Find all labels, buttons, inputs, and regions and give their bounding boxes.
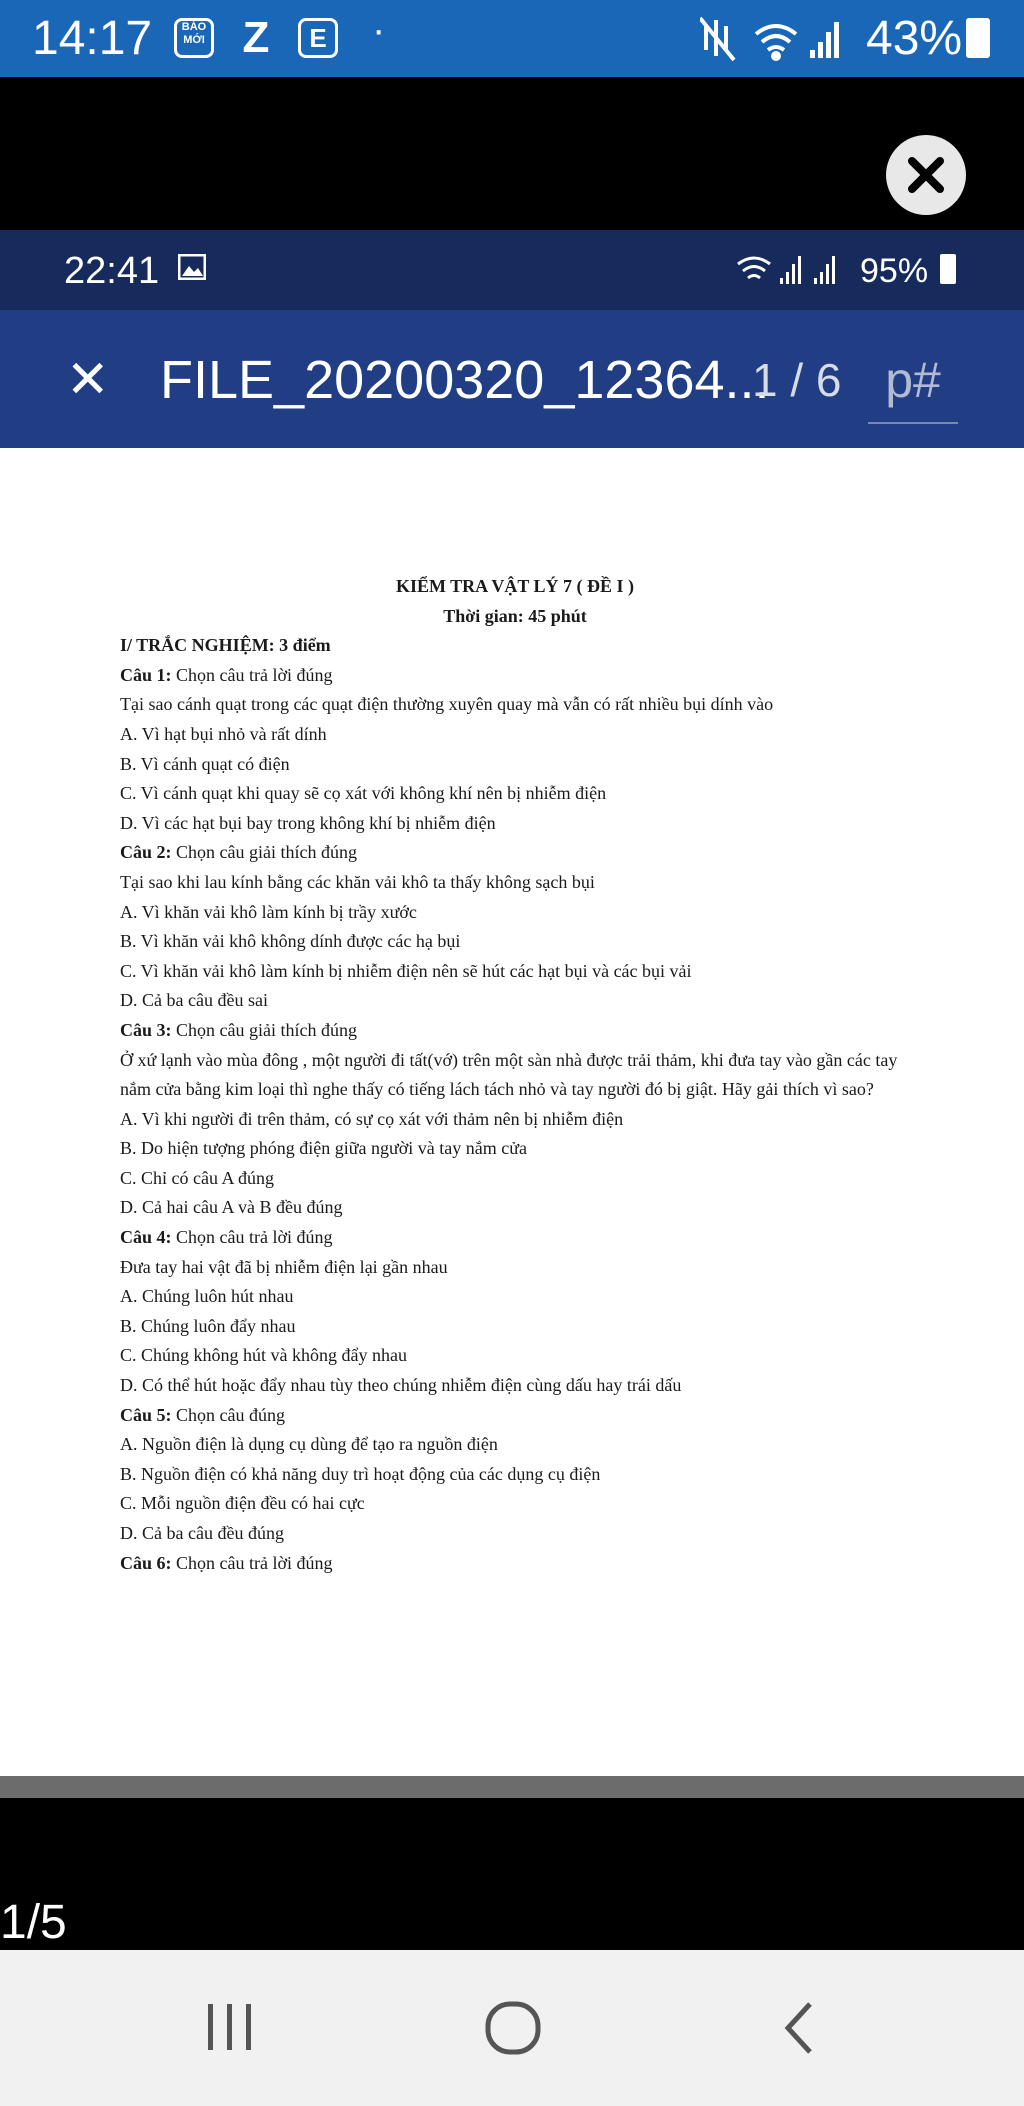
question-2-option-a: A. Vì khăn vải khô làm kính bị trầy xước bbox=[120, 901, 417, 922]
recent-apps-icon bbox=[208, 2004, 251, 2050]
inner-wifi-icon bbox=[738, 258, 770, 278]
question-2-text: Tại sao khi lau kính bằng các khăn vải khô ta thấy không sạch bụi bbox=[120, 871, 595, 892]
zalo-app-icon: Z bbox=[242, 13, 270, 62]
battery-icon bbox=[966, 18, 990, 58]
question-4-text: Đưa tay hai vật đã bị nhiễm điện lại gần nhau bbox=[120, 1256, 448, 1277]
question-1-option-a: A. Vì hạt bụi nhỏ và rất dính bbox=[120, 723, 327, 744]
question-1-text: Tại sao cánh quạt trong các quạt điện thường xuyên quay mà vẫn có rất nhiều bụi dính vào bbox=[120, 694, 774, 715]
navigation-bar bbox=[0, 1950, 1024, 2106]
back-button[interactable] bbox=[780, 2000, 820, 2056]
mute-vibrate-icon bbox=[700, 18, 734, 60]
document-page bbox=[0, 448, 1024, 1778]
image-icon bbox=[178, 254, 206, 280]
question-1-header: Câu 1: Chọn câu trả lời đúng bbox=[120, 664, 333, 685]
home-button[interactable] bbox=[484, 2000, 544, 2056]
question-2-option-d: D. Cả ba câu đều sai bbox=[120, 990, 268, 1011]
document-content bbox=[120, 572, 910, 1578]
inner-battery-icon bbox=[940, 254, 956, 284]
status-icons bbox=[700, 16, 860, 62]
e-app-icon: E bbox=[298, 18, 338, 58]
document-title: FILE_20200320_12364... bbox=[160, 350, 770, 410]
question-5-option-a: A. Nguồn điện là dụng cụ dùng để tạo ra nguồn điện bbox=[120, 1434, 498, 1455]
inner-signal-icons bbox=[736, 252, 856, 288]
question-3-option-c: C. Chỉ có câu A đúng bbox=[120, 1167, 274, 1188]
notification-dot-icon: · bbox=[372, 8, 386, 52]
question-2-header: Câu 2: Chọn câu giải thích đúng bbox=[120, 842, 357, 863]
battery-percent: 43% bbox=[866, 12, 963, 65]
question-1-option-d: D. Vì các hạt bụi bay trong không khí bị nhiễm điện bbox=[120, 812, 496, 833]
question-2-option-c: C. Vì khăn vải khô làm kính bị nhiễm điện nên sẽ hút các hạt bụi và các bụi vải bbox=[120, 960, 692, 981]
exam-title: KIỂM TRA VẬT LÝ 7 ( ĐỀ I ) bbox=[395, 576, 635, 596]
question-1-option-c: C. Vì cánh quạt khi quay sẽ cọ xát với không khí nên bị nhiễm điện bbox=[120, 783, 607, 804]
section-heading: I/ TRẮC NGHIỆM: 3 điểm bbox=[120, 635, 331, 656]
inner-status-bar bbox=[0, 230, 1024, 310]
question-4-header: Câu 4: Chọn câu trả lời đúng bbox=[120, 1227, 333, 1248]
page-jump-input[interactable]: p# bbox=[868, 350, 958, 424]
document-close-icon[interactable]: ✕ bbox=[66, 351, 110, 409]
recent-apps-button[interactable] bbox=[200, 2002, 260, 2054]
signal-icon bbox=[810, 22, 839, 58]
inner-status-time: 22:41 bbox=[64, 250, 160, 292]
question-1-option-b: B. Vì cánh quạt có điện bbox=[120, 753, 290, 774]
image-counter: 1/5 bbox=[0, 1896, 67, 1949]
inner-battery-percent: 95% bbox=[860, 252, 929, 290]
question-4-option-d: D. Có thể hút hoặc đẩy nhau tùy theo chúng nhiễm điện cùng dấu hay trái dấu bbox=[120, 1375, 682, 1396]
inner-signal-icon bbox=[780, 256, 835, 284]
question-4-option-b: B. Chúng luôn đẩy nhau bbox=[120, 1315, 296, 1336]
question-5-header: Câu 5: Chọn câu đúng bbox=[120, 1404, 285, 1425]
question-3-option-b: B. Do hiện tượng phóng điện giữa người và tay nắm cửa bbox=[120, 1138, 527, 1159]
page-indicator: 1 / 6 bbox=[752, 354, 842, 406]
close-icon bbox=[886, 135, 966, 215]
question-5-option-d: D. Cả ba câu đều đúng bbox=[120, 1523, 284, 1543]
question-3-header: Câu 3: Chọn câu giải thích đúng bbox=[120, 1019, 357, 1040]
document-app-bar bbox=[0, 310, 1024, 448]
close-viewer-button[interactable] bbox=[886, 135, 966, 215]
question-5-option-c: C. Mỗi nguồn điện đều có hai cực bbox=[120, 1493, 365, 1514]
page-divider bbox=[0, 1776, 1024, 1798]
outer-status-bar bbox=[0, 0, 1024, 77]
question-2-option-b: B. Vì khăn vải khô không dính được các hạ bụi bbox=[120, 931, 461, 952]
wifi-icon bbox=[756, 26, 796, 59]
question-3-option-a: A. Vì khi người đi trên thảm, có sự cọ xát với thảm nên bị nhiễm điện bbox=[120, 1108, 624, 1129]
exam-duration: Thời gian: 45 phút bbox=[443, 605, 587, 626]
question-6-header: Câu 6: Chọn câu trả lời đúng bbox=[120, 1552, 333, 1573]
status-time: 14:17 bbox=[32, 12, 153, 65]
question-3-text: Ở xứ lạnh vào mùa đông , một người đi tất(vớ) trên một sàn nhà được trải thảm, khi đưa tay vào gần các tay nắm cửa bằng kim loại thì nghe thấy có tiếng lách tách nhỏ và tay người đó bị giật. Hãy gải thích vì sao? bbox=[120, 1049, 898, 1100]
back-icon bbox=[788, 2004, 810, 2052]
question-3-option-d: D. Cả hai câu A và B đều đúng bbox=[120, 1197, 343, 1218]
question-4-option-a: A. Chúng luôn hút nhau bbox=[120, 1286, 294, 1307]
home-icon bbox=[488, 2004, 538, 2052]
question-5-option-b: B. Nguồn điện có khả năng duy trì hoạt động của các dụng cụ điện bbox=[120, 1463, 601, 1484]
bao-moi-app-icon: BÁO MỚI bbox=[174, 18, 214, 58]
question-4-option-c: C. Chúng không hút và không đẩy nhau bbox=[120, 1345, 407, 1366]
